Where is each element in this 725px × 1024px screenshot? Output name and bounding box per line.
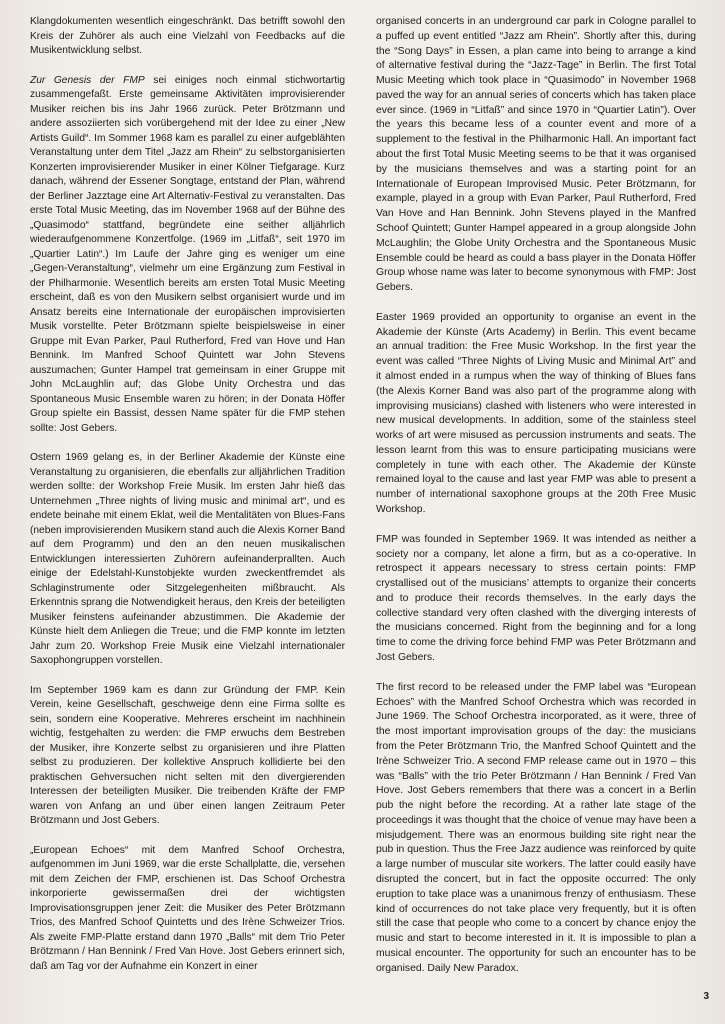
paragraph: Easter 1969 provided an opportunity to organise an event in the Akademie der Künste (Arts Academy) in Berlin. This event became an annual tradition: the Free Music Workshop. In the first year the event was called “Three Nights of Living Music and Minimal Art” and it almost ended in a rumpus when the way of thinking of Blues fans (the Alexis Korner Band was also part of the programme along with improvising musicians) clashed with listeners who were interested in new musical developments. In addition, some of the stainless steel works of art were misused as percussion instruments and seats. The lesson learnt from this was to ensure participating musicians were completely in tune with each other. The Akademie der Künste remained loyal to the cause and last year FMP was able to present a number of international saxophone groups at the 20th Free Music Workshop. — [376, 311, 696, 515]
paragraph: „European Echoes“ mit dem Manfred Schoof Orchestra, aufgenommen im Juni 1969, war die erste Schallplatte, die, versehen mit dem Zeichen der FMP, erschienen ist. Das Schoof Orchestra inkorporierte gewissermaßen drei der wichtigsten Improvisationsgruppen jener Zeit: die Musiker des Peter Brötzmann Trios, des Manfred Schoof Quintetts und des Irène Schweizer Trios. Als zweite FMP-Platte erstand dann 1970 „Balls“ mit dem Trio Peter Brötzmann / Han Bennink / Fred Van Hove. Jost Gebers erinnert sich, daß am Tag vor der Aufnahme ein Konzert in einer — [30, 844, 345, 972]
english-text-column — [376, 15, 696, 991]
paragraph: FMP was founded in September 1969. It was intended as neither a society nor a company, let alone a firm, but as a co-operative. In retrospect it appears necessary to stress certain points: FMP crystallised out of the musicians’ attempts to organize their concerts and to produce their records themselves. In the early days the collective standard very often clashed with the diverging interests of the musicians concerned. Right from the beginning and for a long time to come the driving force behind FMP was Peter Brötzmann and Jost Gebers. — [376, 533, 696, 664]
emphasis: Zur Genesis der FMP — [30, 74, 145, 86]
page-number: 3 — [703, 991, 709, 1002]
paragraph: Ostern 1969 gelang es, in der Berliner Akademie der Künste eine Veranstaltung zu organisieren, die ebenfalls zur alljährlichen Tradition werden sollte: der Workshop Freie Musik. Im ersten Jahr hieß das Unternehmen „Three nights of living music and minimal art“, und es endete beinahe mit einem Eklat, weil die Mentalitäten von Blues-Fans (neben improvisierenden Musikern stand auch die Alexis Korner Band auf dem Programm) und den an den neuen musikalischen Entwicklungen interessierten Zuhörern aufeinanderprallten. Auch einige der Edelstahl-Kunstobjekte wurden zweckentfremdet als Schlaginstrumente oder Sitzgelegenheiten mißbraucht. Als Erkenntnis sprang die Notwendigkeit heraus, den Kreis der beteiligten Musiker feinstens aufeinander abzustimmen. Die Akademie der Künste hielt dem Anliegen die Treue; und die FMP konnte im letzten Jahr zum 20. Workshop Freie Musik eine Vielzahl internationaler Saxophongruppen vorstellen. — [30, 452, 345, 666]
paragraph: Klangdokumenten wesentlich eingeschränkt. Das betrifft sowohl den Kreis der Zuhörer als auch eine Vielzahl von Feedbacks auf die Musikentwicklung selbst. — [30, 16, 345, 56]
paragraph: Im September 1969 kam es dann zur Gründung der FMP. Kein Verein, keine Gesellschaft, geschweige denn eine Firma sollte es sein, sondern eine Kooperative. Mehreres erscheint im nachhinein wichtig, festgehalten zu werden: die FMP erwuchs dem Bestreben der Musiker, ihre Konzerte selbst zu organisieren und ihre Platten selbst zu produzieren. Der kollektive Anspruch kollidierte bei den praktischen Gehversuchen nicht selten mit den divergierenden Interessen der beteiligten Musiker. Die treibenden Kräfte der FMP waren von Anfang an und über einen langen Zeitraum Peter Brötzmann und Jost Gebers. — [30, 684, 345, 826]
german-text-column — [30, 15, 345, 989]
paragraph: organised concerts in an underground car park in Cologne parallel to a puffed up event entitled “Jazz am Rhein”. Shortly after this, during the “Song Days” in Essen, a plan came into being to arrange a kind of alternative festival during the “Jazz-Tage” in Berlin. The first Total Music Meeting which took place in “Quasimodo” in November 1968 paved the way for an annual series of concerts which has taken place ever since. (1969 in “Litfaß” and since 1970 in “Quartier Latin”). Over the years this became less of a counter event and more of a supplement to the festival in the Philharmonic Hall. An important fact about the first Total Music Meeting seems to be that it was organised by the musicians themselves and was a starting point for an Internationale of European Improvised Music. Peter Brötzmann, for example, played in a group with Evan Parker, Paul Rutherford, Fred Van Hove and Han Bennink. John Stevens played in the Manfred Schoof Quintett; Gunter Hampel appeared in a group alongside John McLaughlin; the Globe Unity Orchestra and the Spontaneous Music Ensemble could be heard as could a bass player in the Donata Höffer Group whose name was later to become synonymous with FMP: Jost Gebers. — [376, 16, 696, 294]
paragraph: The first record to be released under the FMP label was “European Echoes” with the Manfred Schoof Orchestra which was recorded in June 1969. The Schoof Orchestra incorporated, as it were, three of the most important improvisation groups of the day: the musicians from the Peter Brötzmann Trio, the Manfred Schoof Quintett and the Irène Schweizer Trio. A second FMP release came out in 1970 – this was “Balls” with the trio Peter Brötzmann / Han Bennink / Fred Van Hove. Jost Gebers remembers that there was a concert in a Berlin pub the night before the recording. At a rather late stage of the proceedings it was thought that the choice of venue may have been a misjudgement. There was an enormous building site right near the pub in question. Thus the Free Jazz audience was reinforced by quite a large number of muscular site workers. The latter could easily have disrupted the concert, but in fact the opposite occurred: The only eruption to take place was a unanimous frenzy of enthusiasm. These kind of occurrences do not take place very frequently, but it is often still the case that people who come to a concert by chance enjoy the music and start to become interested in it. It is impossible to plan a musical encounter. The opportunity for such an encounter has to be organised. Daily New Paradox. — [376, 681, 696, 974]
paragraph: Zur Genesis der FMP sei einiges noch einmal stichwortartig zusammengefaßt. Erste gemeinsame Aktivitäten improvisierender Musiker reichen bis ins Jahr 1966 zurück. Peter Brötzmann und andere assoziierten sich vorübergehend mit der Idee zu einer „New Artists Guild“. Im Sommer 1968 kam es parallel zu einer aufgeblähten Veranstaltung unter dem Titel „Jazz am Rhein“ zu selbstorganisierten Konzerten improvisierender Musiker in einer Kölner Tiefgarage. Kurz danach, während der Essener Songtage, entstand der Plan, während der Berliner Jazztage eine Art Alternativ-Festival zu veranstalten. Das erste Total Music Meeting, das im November 1968 auf der Bühne des „Quasimodo“ stattfand, begründete eine seither alljährlich wiederaufgenommene Konzertfolge. (1969 im „Litfaß“, seit 1970 im „Quartier Latin“.) Im Laufe der Jahre ging es weniger um eine „Gegen-Veranstaltung“, vielmehr um eine Ergänzung zum Festival in der Philharmonie. Wesentlich bereits am ersten Total Music Meeting erscheint, daß es von den Musikern selbst organisiert wurde und im Ansatz bereits eine Internationale der europäischen improvisierten Musik vorstellte. Peter Brötzmann spielte beispielsweise in einer Gruppe mit Evan Parker, Paul Rutherford, Fred van Hove und Han Bennink. Im Manfred Schoof Quintett war John Stevens auszumachen; Gunter Hampel trat gemeinsam in einer Gruppe mit John McLaughlin auf; das Globe Unity Orchestra und das Spontaneous Music Ensemble waren zu hören; in der Donata Höffer Group spielte ein Bassist, dessen Name später für die FMP stehen sollte: Jost Gebers. — [30, 74, 346, 434]
